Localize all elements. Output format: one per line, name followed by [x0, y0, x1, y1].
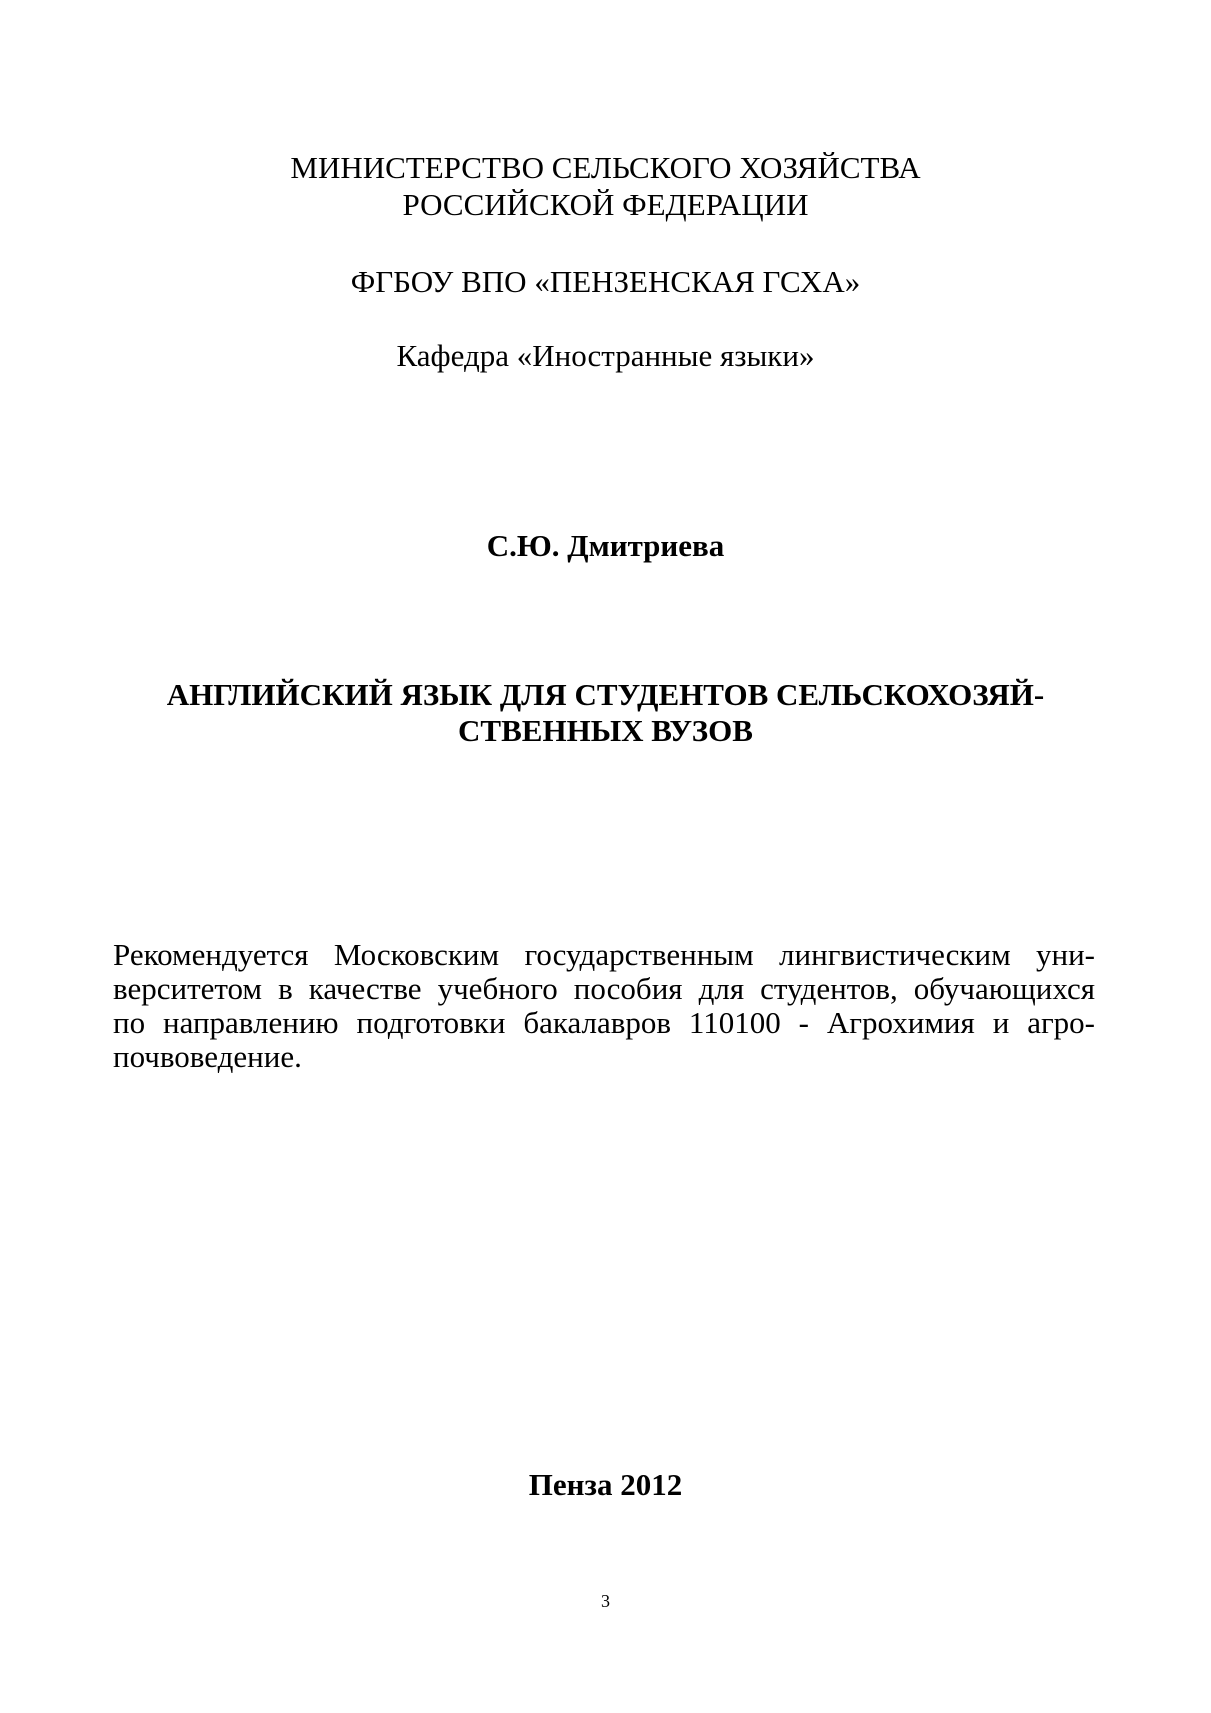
recommendation-line-2: верситетом в качестве учебного пособия для студентов, обучающихся: [113, 971, 1095, 1006]
recommendation-paragraph: [113, 938, 1095, 1074]
ministry-line-2: РОССИЙСКОЙ ФЕДЕРАЦИИ: [402, 187, 809, 222]
recommendation-line-1: Рекомендуется Московским государственным лингвистическим уни-: [113, 937, 1095, 972]
recommendation-line-3: по направлению подготовки бакалавров 110100 - Агрохимия и агро-: [113, 1005, 1095, 1040]
place-year: Пенза 2012: [528, 1467, 683, 1502]
institution-name: ФГБОУ ВПО «ПЕНЗЕНСКАЯ ГСХА»: [350, 264, 861, 299]
ministry-line-1: МИНИСТЕРСТВО СЕЛЬСКОГО ХОЗЯЙСТВА: [290, 150, 921, 185]
title-line-2: СТВЕННЫХ ВУЗОВ: [458, 713, 753, 748]
recommendation-line-4: почвоведение.: [113, 1039, 302, 1074]
author-name: С.Ю. Дмитриева: [486, 528, 725, 563]
title-line-1: АНГЛИЙСКИЙ ЯЗЫК ДЛЯ СТУДЕНТОВ СЕЛЬСКОХОЗЯЙ-: [166, 677, 1045, 712]
department-name: Кафедра «Иностранные языки»: [396, 338, 815, 373]
page-number: 3: [601, 1591, 610, 1611]
